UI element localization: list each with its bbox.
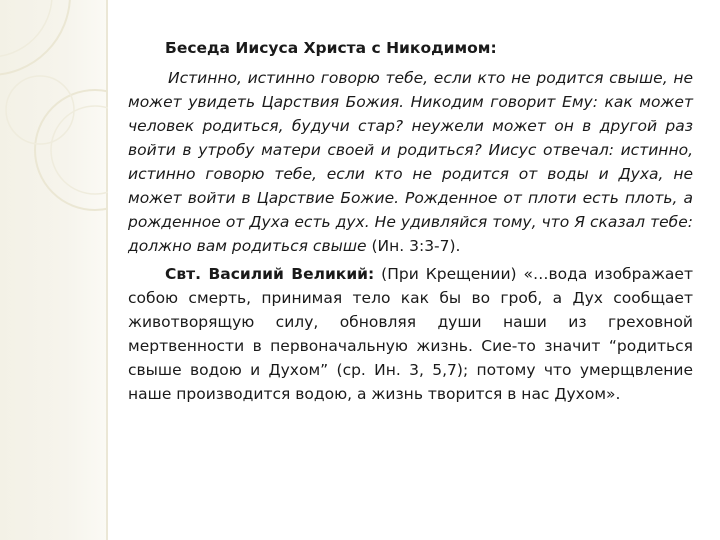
commentary-author: Свт. Василий Великий:	[165, 265, 375, 283]
decorative-arcs	[0, 0, 108, 540]
slide-title: Беседа Иисуса Христа с Никодимом:	[165, 39, 497, 57]
commentary-text: (При Крещении) «…вода изображает собою смерть, принимая тело как бы во гроб, а Дух сообщает животворящую силу, обновляя души наши из греховной мертвенности в первоначальную жизнь. Сие-то значит “родиться свыше водою и Духом” (ср. Ин. 3, 5,7); потому что умерщвление наше производится водою, а жизнь творится в нас Духом».	[128, 265, 693, 403]
gospel-quote-reference: (Ин. 3:3-7).	[366, 237, 461, 255]
commentary-paragraph	[128, 262, 693, 406]
gospel-quote-text: Истинно, истинно говорю тебе, если кто не родится свыше, не может увидеть Царствия Божия. Никодим говорит Ему: как может человек родиться, будучи стар? неужели может он в другой раз войти в утробу матери своей и родиться? Иисус отвечал: истинно, истинно говорю тебе, если кто не родится от воды и Духа, не может войти в Царствие Божие. Рожденное от плоти есть плоть, а рожденное от Духа есть дух. Не удивляйся тому, что Я сказал тебе: должно вам родиться свыше	[128, 69, 693, 255]
gospel-quote	[128, 66, 693, 258]
slide-content	[128, 36, 693, 406]
